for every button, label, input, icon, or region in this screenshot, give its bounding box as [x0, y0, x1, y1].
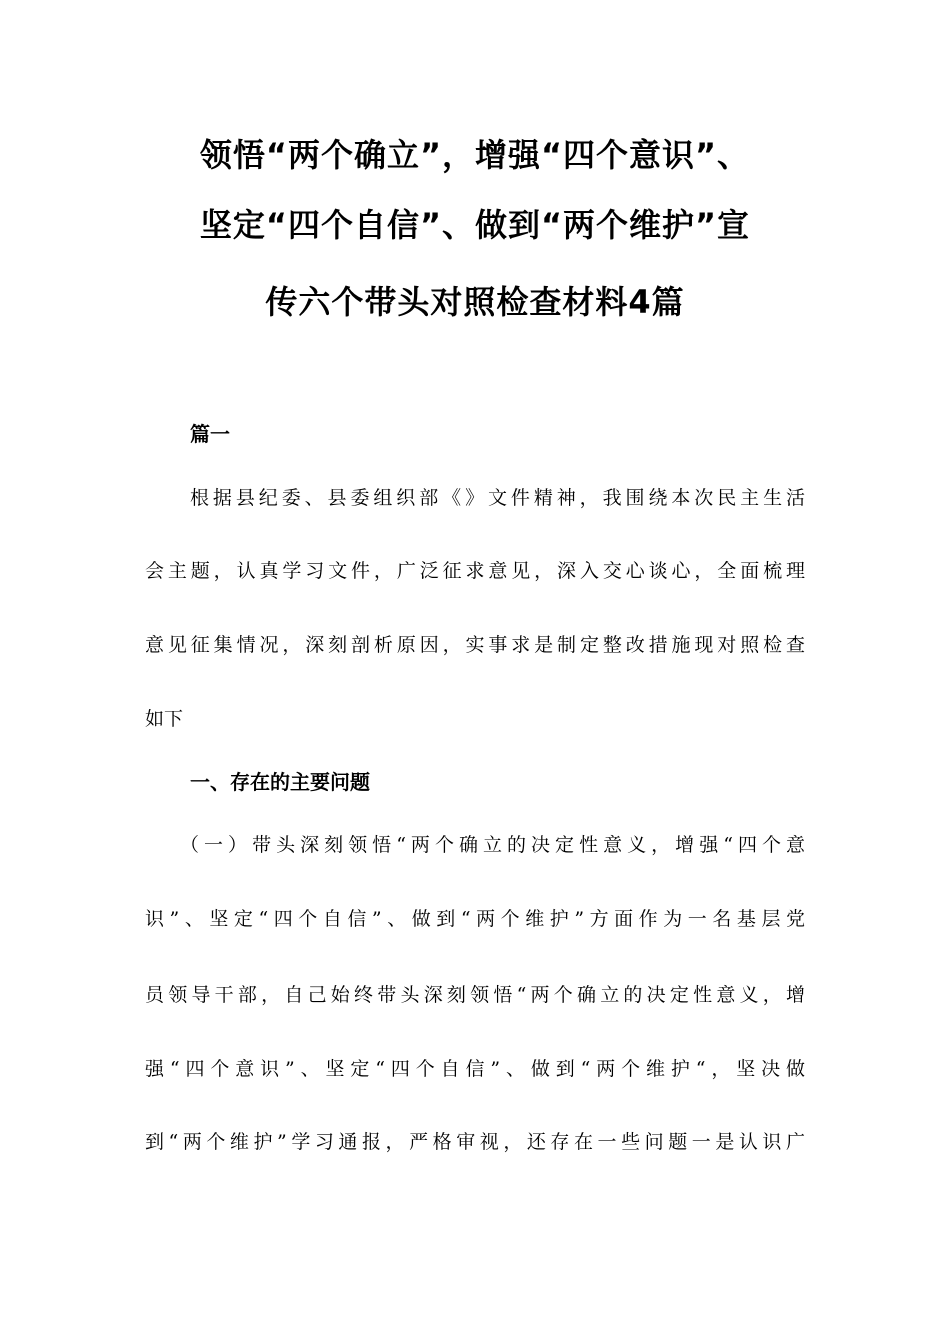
document-title-line-2: 坚定“四个自信”、做到“两个维护”宣	[199, 206, 751, 244]
paragraph-2-line-5: 到“两个维护”学习通报，严格审视，还存在一些问题一是认识广	[145, 1131, 805, 1153]
paragraph-2-line-3: 员领导干部，自己始终带头深刻领悟“两个确立的决定性意义，增	[145, 984, 805, 1006]
paragraph-1-line-1: 根据县纪委、县委组织部《》文件精神，我围绕本次民主生活	[190, 487, 805, 509]
paragraph-1-line-3: 意见征集情况，深刻剖析原因，实事求是制定整改措施现对照检查	[145, 634, 805, 656]
document-title-line-1: 领悟“两个确立”，增强“四个意识”、	[199, 136, 751, 174]
paragraph-2-line-4: 强“四个意识”、坚定“四个自信”、做到“两个维护“，坚决做	[145, 1058, 805, 1080]
paragraph-2-line-2: 识”、坚定“四个自信”、做到“两个维护”方面作为一名基层党	[145, 908, 805, 930]
paragraph-2-line-1: （一）带头深刻领悟“两个确立的决定性意义，增强“四个意	[180, 834, 805, 856]
paragraph-1-line-2: 会主题，认真学习文件，广泛征求意见，深入交心谈心，全面梳理	[145, 560, 805, 582]
heading-existing-problems: 一、存在的主要问题	[190, 770, 370, 794]
section-label: 篇一	[190, 422, 230, 446]
document-title-line-3: 传六个带头对照检查材料4篇	[265, 283, 685, 321]
paragraph-1-line-4: 如下	[145, 708, 184, 730]
